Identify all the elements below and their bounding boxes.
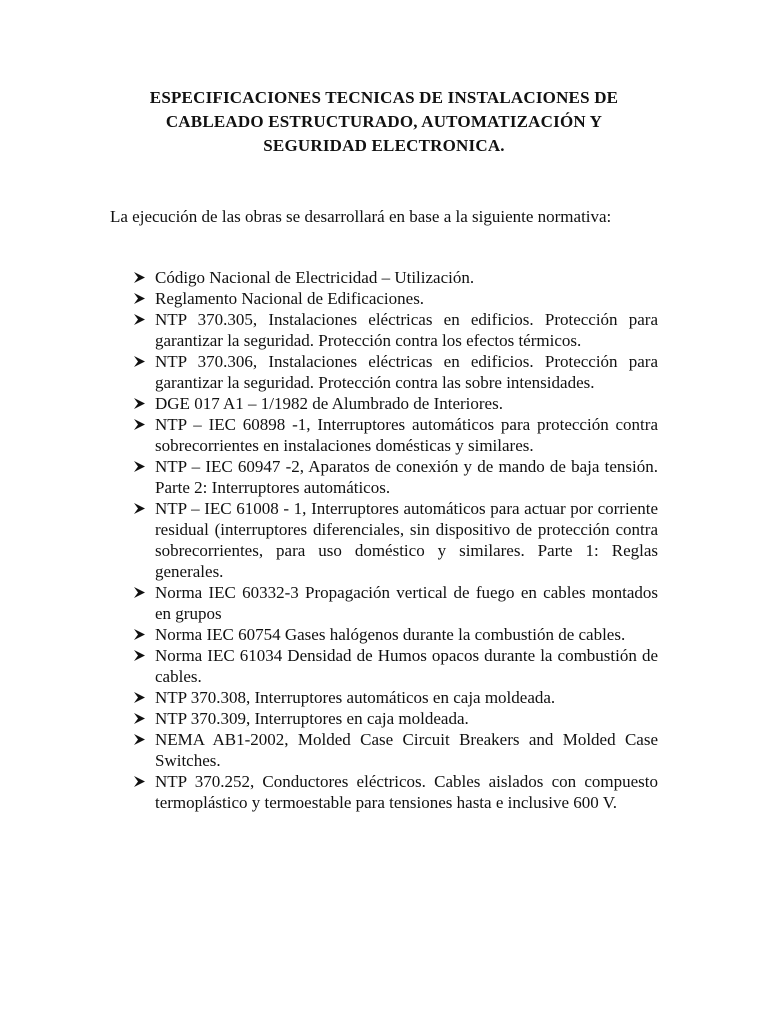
- document-title: [110, 86, 658, 158]
- norm-item: [110, 645, 658, 687]
- arrowhead-bullet-icon: [133, 355, 146, 368]
- arrowhead-bullet-icon: [133, 502, 146, 515]
- norm-text: NTP 370.252, Conductores eléctricos. Cables aislados con compuesto termoplástico y termoestable para tensiones hasta e inclusive 600 V.: [155, 772, 658, 812]
- arrowhead-bullet-icon: [133, 775, 146, 788]
- norm-item: [110, 288, 658, 309]
- arrowhead-bullet-icon: [133, 586, 146, 599]
- arrowhead-bullet-icon: [133, 649, 146, 662]
- norm-item: [110, 624, 658, 645]
- norm-text: Código Nacional de Electricidad – Utilización.: [155, 268, 475, 287]
- arrowhead-bullet-icon: [133, 397, 146, 410]
- norm-text: NTP – IEC 60898 -1, Interruptores automáticos para protección contra sobrecorrientes en instalaciones domésticas y similares.: [155, 415, 658, 455]
- norm-text: NTP – IEC 60947 -2, Aparatos de conexión y de mando de baja tensión. Parte 2: Interruptores automáticos.: [155, 457, 658, 497]
- arrowhead-bullet-icon: [133, 691, 146, 704]
- arrowhead-bullet-icon: [133, 460, 146, 473]
- norm-item: [110, 267, 658, 288]
- norm-text: NEMA AB1-2002, Molded Case Circuit Breakers and Molded Case Switches.: [155, 730, 658, 770]
- arrowhead-bullet-icon: [133, 292, 146, 305]
- norm-text: Norma IEC 60754 Gases halógenos durante la combustión de cables.: [155, 625, 626, 644]
- arrowhead-bullet-icon: [133, 628, 146, 641]
- arrowhead-bullet-icon: [133, 271, 146, 284]
- title-line: ESPECIFICACIONES TECNICAS DE INSTALACIONES DE: [149, 88, 619, 107]
- norm-item: [110, 498, 658, 582]
- norm-item: [110, 729, 658, 771]
- norm-text: NTP 370.306, Instalaciones eléctricas en edificios. Protección para garantizar la seguridad. Protección contra las sobre intensidades.: [155, 352, 658, 392]
- norm-text: NTP 370.309, Interruptores en caja moldeada.: [155, 709, 469, 728]
- arrowhead-bullet-icon: [133, 418, 146, 431]
- norm-text: NTP 370.308, Interruptores automáticos en caja moldeada.: [155, 688, 556, 707]
- title-line: CABLEADO ESTRUCTURADO, AUTOMATIZACIÓN Y: [165, 112, 603, 131]
- norm-item: [110, 456, 658, 498]
- norm-item: [110, 309, 658, 351]
- norms-list: [110, 267, 658, 813]
- norm-item: [110, 771, 658, 813]
- norm-text: Norma IEC 60332-3 Propagación vertical de fuego en cables montados en grupos: [155, 583, 658, 623]
- norm-item: [110, 687, 658, 708]
- norm-item: [110, 582, 658, 624]
- norm-item: [110, 708, 658, 729]
- norm-text: DGE 017 A1 – 1/1982 de Alumbrado de Interiores.: [155, 394, 503, 413]
- arrowhead-bullet-icon: [133, 733, 146, 746]
- arrowhead-bullet-icon: [133, 313, 146, 326]
- norm-text: Reglamento Nacional de Edificaciones.: [155, 289, 425, 308]
- norm-item: [110, 414, 658, 456]
- arrowhead-bullet-icon: [133, 712, 146, 725]
- norm-text: Norma IEC 61034 Densidad de Humos opacos durante la combustión de cables.: [155, 646, 658, 686]
- title-line: SEGURIDAD ELECTRONICA.: [263, 136, 505, 155]
- norm-text: NTP 370.305, Instalaciones eléctricas en edificios. Protección para garantizar la seguridad. Protección contra los efectos térmicos.: [155, 310, 658, 350]
- norm-text: NTP – IEC 61008 - 1, Interruptores automáticos para actuar por corriente residual (interruptores diferenciales, sin dispositivo de protección contra sobrecorrientes, para uso doméstico y similares. Parte 1: Reglas generales.: [155, 499, 658, 581]
- norm-item: [110, 351, 658, 393]
- intro-paragraph: La ejecución de las obras se desarrollará en base a la siguiente normativa:: [110, 207, 612, 226]
- norm-item: [110, 393, 658, 414]
